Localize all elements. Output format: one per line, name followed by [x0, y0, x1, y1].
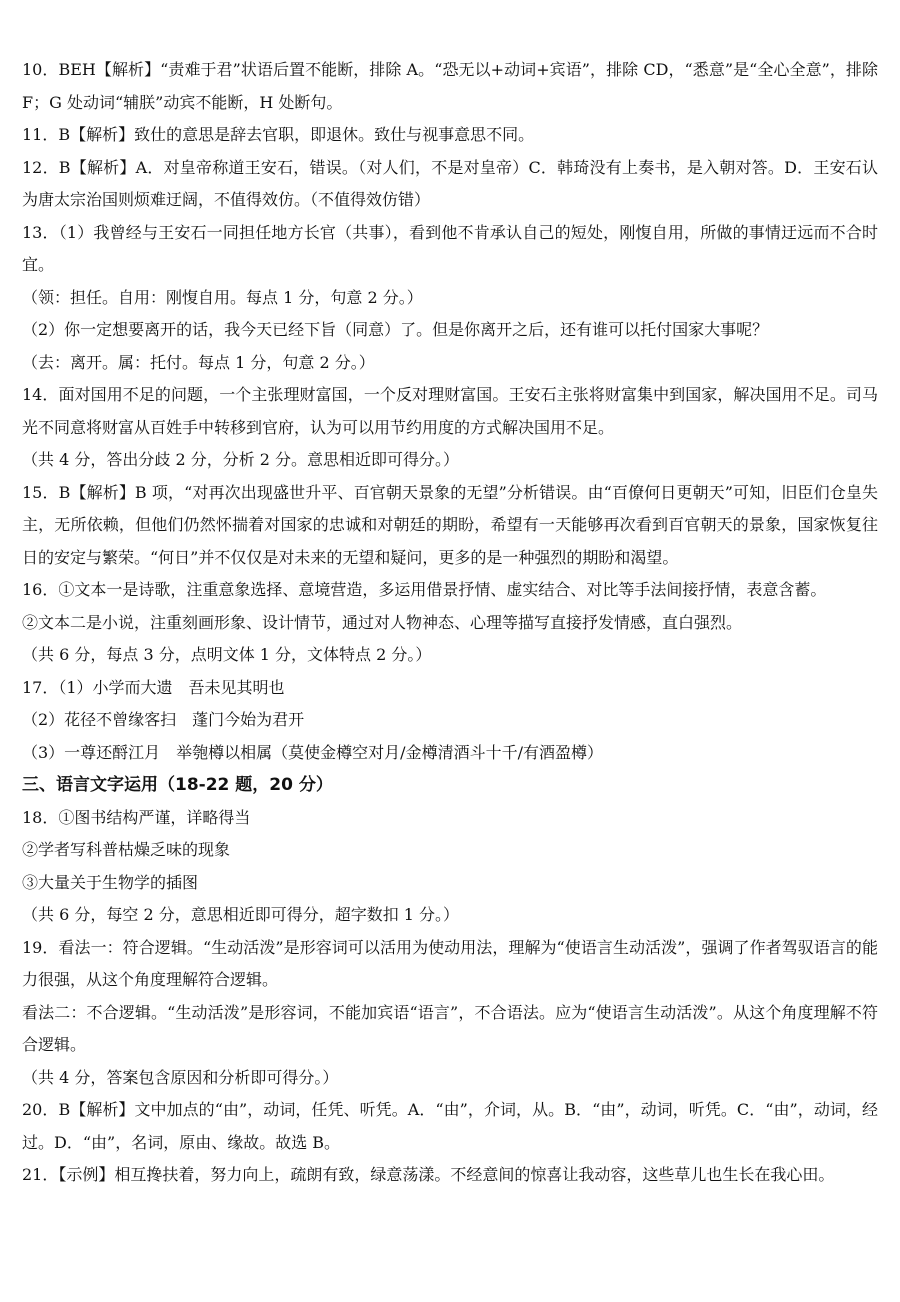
- answer-16-point-1: 16．①文本一是诗歌，注重意象选择、意境营造，多运用借景抒情、虚实结合、对比等手法间接抒情，表意含蓄。: [22, 580, 827, 599]
- answer-19-view-1: 19．看法一：符合逻辑。“生动活泼”是形容词可以活用为使动用法，理解为“使语言生动活泼”，强调了作者驾驭语言的能力很强，从这个角度理解符合逻辑。: [22, 937, 878, 989]
- answer-19-scoring: （共 4 分，答案包含原因和分析即可得分。）: [22, 1067, 339, 1087]
- section-heading: 三、语言文字运用（18-22 题，20 分）: [22, 775, 333, 795]
- answer-17-part-1: 17．（1）小学而大遗 吾未见其明也: [22, 677, 285, 697]
- answer-14-scoring: （共 4 分，答出分歧 2 分，分析 2 分。意思相近即可得分。）: [22, 450, 460, 469]
- answer-18-item-3: ③大量关于生物学的插图: [22, 872, 199, 892]
- answer-18-item-1: 18．①图书结构严谨，详略得当: [22, 807, 251, 827]
- answer-13-part-1: 13．（1）我曾经与王安石一同担任地方长官（共事），看到他不肯承认自己的短处，刚愎自用，所做的事情迂远而不合时宜。: [22, 222, 878, 274]
- answer-20: 20．B【解析】文中加点的“由”，动词，任凭、听凭。A．“由”，介词，从。B．“由”，动词，听凭。C．“由”，动词，经过。D．“由”，名词，原由、缘故。故选 B。: [22, 1100, 878, 1152]
- answer-21: 21．【示例】相互搀扶着，努力向上，疏朗有致，绿意荡漾。不经意间的惊喜让我动容，这些草儿也生长在我心田。: [22, 1165, 835, 1184]
- answer-13-part-2: （2）你一定想要离开的话，我今天已经下旨（同意）了。但是你离开之后，还有谁可以托付国家大事呢？: [22, 320, 769, 339]
- answer-14: 14．面对国用不足的问题，一个主张理财富国，一个反对理财富国。王安石主张将财富集中到国家，解决国用不足。司马光不同意将财富从百姓手中转移到官府，认为可以用节约用度的方式解决国用不足。: [22, 385, 878, 437]
- answer-12: 12．B【解析】A．对皇帝称道王安石，错误。（对人们，不是对皇帝）C．韩琦没有上奏书，是入朝对答。D．王安石认为唐太宗治国则烦难迂阔，不值得效仿。（不值得效仿错）: [22, 157, 878, 209]
- answer-11: 11．B【解析】致仕的意思是辞去官职，即退休。致仕与视事意思不同。: [22, 125, 535, 144]
- answer-17-part-3: （3）一尊还酹江月 举匏樽以相属（莫使金樽空对月/金樽清酒斗十千/有酒盈樽）: [22, 742, 603, 762]
- answer-18-item-2: ②学者写科普枯燥乏味的现象: [22, 840, 231, 859]
- answer-18-scoring: （共 6 分，每空 2 分，意思相近即可得分，超字数扣 1 分。）: [22, 905, 460, 924]
- answer-10: 10．BEH【解析】“责难于君”状语后置不能断，排除 A。“恐无以+动词+宾语”，排除 CD，“悉意”是“全心全意”，排除 F；G 处动词“辅朕”动宾不能断，H 处断句。: [22, 60, 878, 112]
- answer-15: 15．B【解析】B 项，“对再次出现盛世升平、百官朝天景象的无望”分析错误。由“百僚何日更朝天”可知，旧臣们仓皇失主，无所依赖，但他们仍然怀揣着对国家的忠诚和对朝廷的期盼，希望有一天能够再次看到百官朝天的景象，国家恢复往日的安定与繁荣。“何日”并不仅仅是对未来的无望和疑问，更多的是一种强烈的期盼和渴望。: [22, 482, 878, 567]
- answer-16-scoring: （共 6 分，每点 3 分，点明文体 1 分，文体特点 2 分。）: [22, 645, 432, 664]
- answer-17-part-2: （2）花径不曾缘客扫 蓬门今始为君开: [22, 710, 305, 729]
- answer-13-part-2-scoring: （去：离开。属：托付。每点 1 分，句意 2 分。）: [22, 352, 375, 372]
- answer-13-part-1-scoring: （领：担任。自用：刚愎自用。每点 1 分，句意 2 分。）: [22, 287, 423, 307]
- answer-19-view-2: 看法二：不合逻辑。“生动活泼”是形容词，不能加宾语“语言”，不合语法。应为“使语言生动活泼”。从这个角度理解不符合逻辑。: [22, 1002, 878, 1054]
- answer-16-point-2: ②文本二是小说，注重刻画形象、设计情节，通过对人物神态、心理等描写直接抒发情感，直白强烈。: [22, 612, 743, 632]
